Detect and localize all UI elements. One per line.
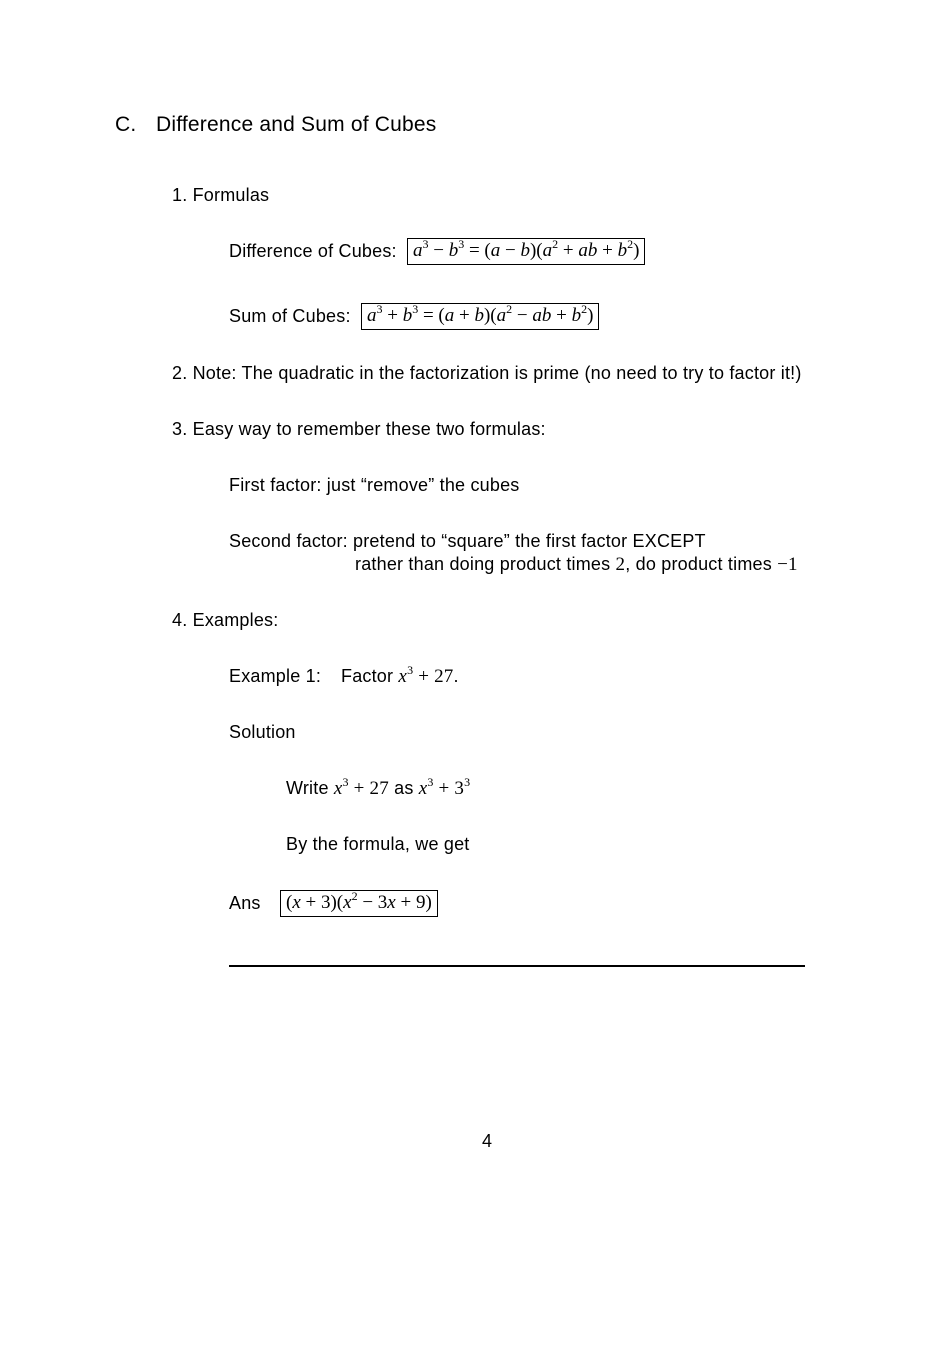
item-3-label: 3. Easy way to remember these two formulas:: [172, 419, 546, 439]
answer-formula: $(x + 3)(x^2 - 3x + 9)$: [280, 890, 438, 917]
second-factor-label: Second factor:: [229, 531, 348, 551]
item-4-label: 4. Examples:: [172, 610, 279, 630]
section-title: Difference and Sum of Cubes: [156, 113, 437, 136]
difference-of-cubes-formula: $a^3 - b^3 = (a - b)(a^2$ + ab + $b^2$): [407, 238, 645, 265]
example-1-problem: Factor $x^3 + 27$.: [341, 662, 459, 687]
solution-step-1: Write $x^3 + 27$ as $x^3 + 3^3$: [286, 774, 471, 799]
sum-of-cubes-formula: $a^3 + b^3 = (a + b)(a^2$ − ab + $b^2$): [361, 303, 599, 330]
first-factor-text: First factor: just “remove” the cubes: [229, 475, 520, 495]
sum-of-cubes-label: Sum of Cubes:: [229, 306, 351, 326]
example-1-label: Example 1:: [229, 666, 322, 686]
end-rule: [229, 965, 805, 967]
answer-label: Ans: [229, 893, 261, 913]
second-factor-line-2: rather than doing product times 2, do product times −1: [355, 554, 798, 575]
section-letter: C.: [115, 113, 137, 136]
page-number: 4: [482, 1131, 493, 1151]
solution-heading: Solution: [229, 722, 296, 742]
difference-of-cubes-label: Difference of Cubes:: [229, 241, 397, 261]
item-1-label: 1. Formulas: [172, 185, 270, 205]
second-factor-line-1: pretend to “square” the first factor EXCEPT: [353, 531, 706, 551]
solution-step-2: By the formula, we get: [286, 834, 470, 854]
item-2-note: 2. Note: The quadratic in the factorization is prime (no need to try to factor it!): [172, 363, 802, 383]
